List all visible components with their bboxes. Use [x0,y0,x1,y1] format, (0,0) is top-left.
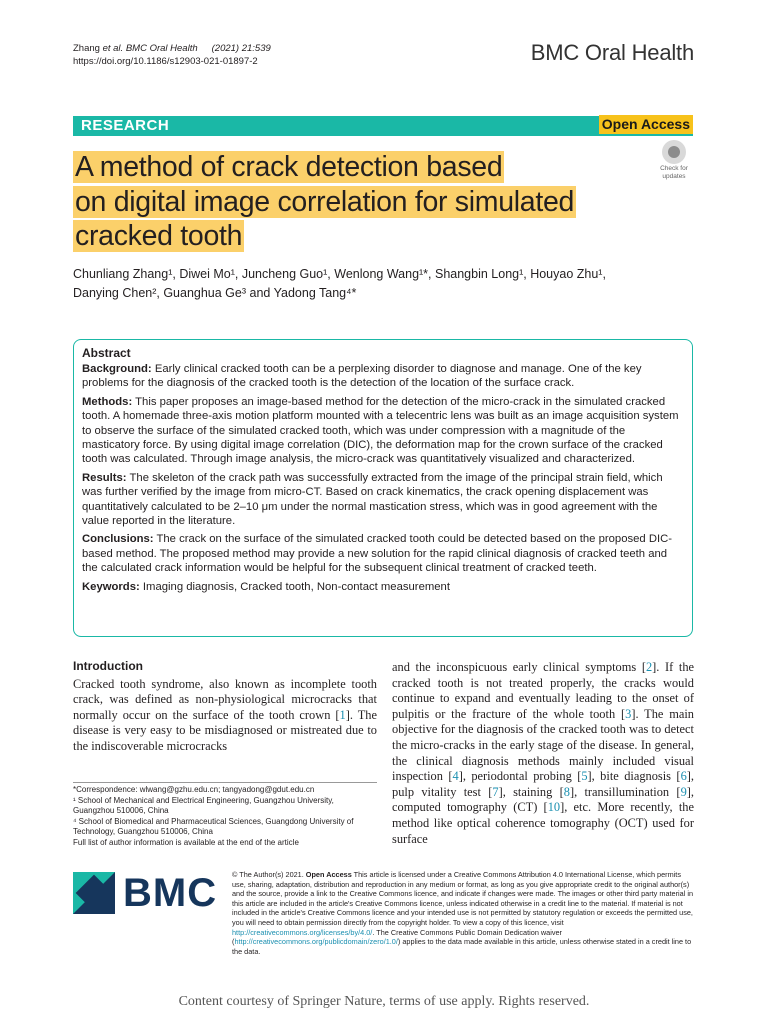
correspondence-note: *Correspondence: wlwang@gzhu.edu.cn; tangyadong@gdut.edu.cn [73,785,315,794]
keywords-label: Keywords: [82,580,140,593]
open-access-badge: Open Access [599,115,693,134]
affiliation-note: ¹ School of Mechanical and Electrical Engineering, Guangzhou University, Guangzhou 510006, China [73,795,334,816]
license-oa-label: Open Access [305,870,352,879]
citation-journal: et al. BMC Oral Health [102,43,198,54]
citation-line [73,42,271,55]
abstract-results [82,471,683,529]
intro-text: ]. If the cracked tooth is not treated properly, the cracks would continue to expand and eventually leading to the onset of pulpitis or the fracture of the whole tooth [ [392,660,695,721]
citation-link[interactable]: 3 [625,706,632,721]
title-line: on digital image correlation for simulated [75,185,575,218]
citation-link[interactable]: 6 [680,769,687,784]
intro-text: Cracked tooth syndrome, also known as incomplete tooth crack, was defined as non-physiological microcracks that normally occur on the surface of the tooth crown [ [73,676,377,722]
methods-label: Methods: [82,395,133,408]
citation-authors: Zhang [73,43,103,54]
section-label: RESEARCH [81,117,170,134]
doi-link[interactable]: https://doi.org/10.1186/s12903-021-01897-2 [73,56,258,67]
update-icon [662,140,686,164]
intro-paragraph [73,677,377,755]
intro-text: ], staining [ [498,784,564,799]
intro-text: ], bite diagnosis [ [587,769,681,784]
intro-text: and the inconspicuous early clinical symptoms [ [392,660,646,674]
license-text: This article is licensed under a Creative Commons Attribution 4.0 International License, which permits use, sharing, adaptation, distribution and reproduction in any medium or format, as long as you give appropriate credit to the original author(s) and the source, provide a link to the Creative Commons licence, and indicate if changes were made. The images or other third party material in this article are included in the article's Creative Commons licence, unless indicated otherwise in a credit line to the material. If material is not included in the article's Creative Commons licence and your intended use is not permitted by statutory regulation or exceeds the permitted use, you will need to obtain permission directly from the copyright holder. To view a copy of this licence, visit [232,870,694,927]
intro-text: ]. The main objective for the diagnosis of the cracked tooth was to detect the micro-cracks in the early stage of the disease. In general, the clinical diagnosis methods mainly included visual inspection [ [392,706,695,784]
citation-year: (2021) 21:539 [211,43,271,54]
authors-line: Danying Chen², Guanghua Ge³ and Yadong Tang⁴* [73,285,357,300]
license-text: . The Creative Commons Public Domain Dedication waiver ( [232,927,562,947]
license-text: ) applies to the data made available in this article, unless otherwise stated in a credit line to the data. [232,937,692,956]
abstract-conclusions [82,532,683,575]
article-title [73,150,633,254]
author-list [73,265,693,302]
citation-link[interactable]: 5 [581,769,588,784]
keywords-text: Imaging diagnosis, Cracked tooth, Non-contact measurement [142,580,450,593]
citation-link[interactable]: 8 [563,784,570,799]
intro-text: ], computed tomography (CT) [ [392,784,694,815]
citation-link[interactable]: 7 [492,784,499,799]
abstract-methods [82,395,683,467]
methods-text: This paper proposes an image-based method for the detection of the micro-crack in the simulated cracked tooth. A homemade three-axis motion platform mounted with a telecentric lens was built as an image acquisition system to observe the surface of the simulated cracked tooth, which was under compression with a magnitude of the masticatory force. By using digital image correlation (DIC), the deformation map for the crown surface of the cracked tooth was calculated. Through image analysis, the micro-crack was quantitatively visualized and characterized. [82,395,679,466]
journal-name: BMC Oral Health [530,40,694,65]
cc-by-link[interactable]: http://creativecommons.org/licenses/by/4.0/ [232,927,373,937]
bmc-logo [73,872,223,922]
authors-line: Chunliang Zhang¹, Diwei Mo¹, Juncheng Guo¹, Wenlong Wang¹*, Shangbin Long¹, Houyao Zhu¹, [73,267,606,281]
courtesy-notice: Content courtesy of Springer Nature, terms of use apply. Rights reserved. [178,994,590,1009]
results-label: Results: [82,471,127,484]
body-column-right [392,660,694,847]
title-line: cracked tooth [75,220,243,252]
bmc-logo-icon [73,872,115,914]
bmc-wordmark: BMC [123,871,218,915]
author-info-note: Full list of author information is available at the end of the article [73,837,299,847]
intro-text: ], transillumination [ [569,784,681,799]
intro-text: ], pulp vitality test [ [392,769,694,799]
body-column-left [73,659,377,755]
running-header [73,42,271,68]
check-updates-label: Check for updates [660,165,688,180]
abstract-box [73,339,693,637]
footnotes [73,782,377,849]
introduction-heading: Introduction [73,659,143,673]
intro-text: ], periodontal probing [ [458,769,582,784]
citation-link[interactable]: 2 [645,660,653,674]
intro-text: ]. The disease is very easy to be misdiagnosed or mistreated due to the indiscoverable microcracks [73,707,377,753]
citation-link[interactable]: 10 [547,800,561,815]
conclusions-label: Conclusions: [82,533,154,546]
abstract-keywords [82,580,683,594]
background-text: Early clinical cracked tooth can be a perplexing disorder to diagnose and manage. One of the key problems for the diagnosis of the cracked tooth is the detection of the location of the surface crack. [82,363,642,390]
results-text: The skeleton of the crack path was successfully extracted from the image of the principal strain field, which was further verified by the image from micro-CT. Based on crack kinematics, the crack opening displacement was quantitatively calculated to be 2–10 μm under the normal mastication stress, which was in good agreement with the value reported in the literature. [82,471,663,528]
conclusions-text: The crack on the surface of the simulated cracked tooth could be detected based on the proposed DIC-based method. The proposed method may provide a new solution for the rapid clinical diagnosis of cracked teeth and the calculated crack information would be helpful for the subsequent clinical treatment of cracked teeth. [82,533,673,575]
citation-link[interactable]: 4 [452,769,459,784]
abstract-heading: Abstract [82,346,131,360]
citation-link[interactable]: 1 [339,707,346,722]
license-statement [232,870,694,956]
title-line: A method of crack detection based [75,151,503,183]
check-for-updates-badge[interactable] [654,140,694,180]
background-label: Background: [82,363,152,375]
abstract-background [82,362,683,391]
citation-link[interactable]: 9 [680,784,687,799]
copyright-text: © The Author(s) 2021. [232,870,304,879]
cc-zero-link[interactable]: http://creativecommons.org/publicdomain/zero/1.0/ [234,937,398,947]
affiliation-note: ⁴ School of Biomedical and Pharmaceutical Sciences, Guangdong University of Technology, Guangzhou 510006, China [73,816,354,837]
intro-text: ], etc. More recently, the method like optical coherence tomography (OCT) used for surface [392,800,694,846]
intro-paragraph-continued [392,660,694,847]
